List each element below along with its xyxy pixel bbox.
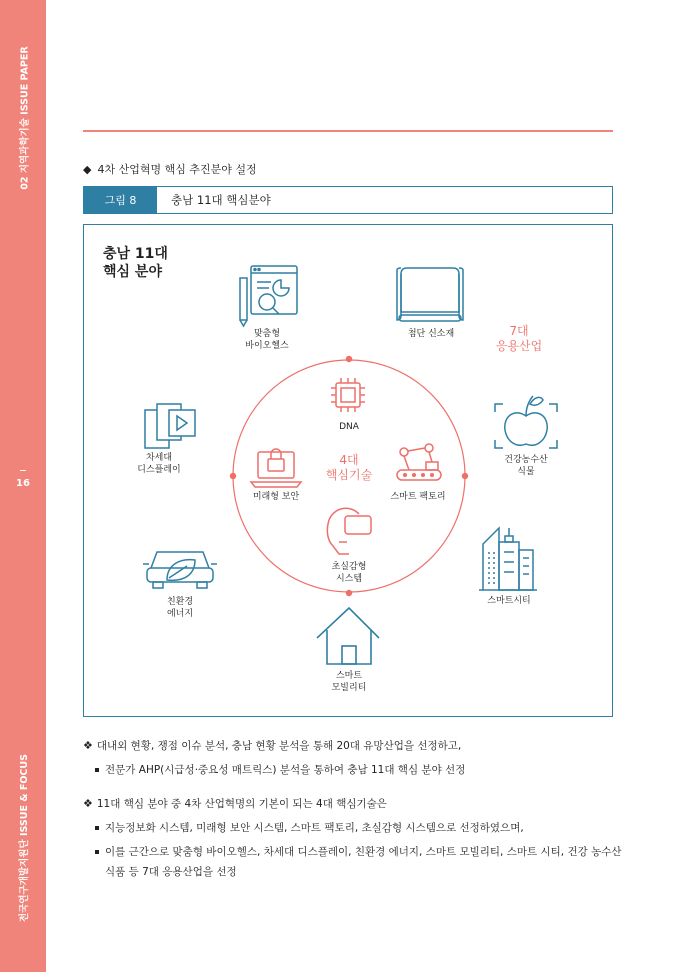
robot-arm-icon	[397, 444, 441, 480]
outer-item-advanced-material-label: 첨단 신소재	[407, 329, 455, 339]
square-bullet-icon	[95, 850, 99, 854]
house-icon	[317, 608, 379, 664]
sidebar-publisher-title: 전국연구개발지원단 ISSUE & FOCUS	[18, 754, 30, 922]
circle-dot-left	[230, 473, 236, 479]
eco-car-icon	[143, 552, 217, 588]
sidebar	[0, 0, 46, 972]
core-item-immersive-system-label: 초실감형 시스템	[331, 562, 367, 584]
display-icon	[145, 404, 195, 448]
circle-dot-top	[346, 356, 352, 362]
figure-caption-bar	[83, 186, 613, 214]
note-subitem-text: 이를 근간으로 맞춤형 바이오헬스, 차세대 디스플레이, 친환경 에너지, 스마트 모빌리티, 스마트 시티, 건강 농수산식품 등 7대 응용산업을 선정	[105, 846, 622, 878]
outer-item-smart-mobility-label: 스마트 모빌리티	[331, 671, 367, 693]
note-text: 11대 핵심 분야 중 4차 산업혁명의 기본이 되는 4대 핵심기술은	[96, 798, 387, 810]
note-subitem	[83, 818, 623, 838]
core-item-smart-factory-label: 스마트 팩토리	[390, 492, 446, 502]
laptop-lock-icon	[251, 449, 301, 487]
buildings-icon	[479, 528, 537, 590]
top-divider	[83, 130, 613, 132]
clover-bullet-icon: ❖	[83, 797, 93, 810]
summary-notes	[83, 738, 623, 882]
material-roll-icon	[397, 268, 463, 321]
core-technology-label: 4대 핵심기술	[325, 453, 373, 482]
chip-icon	[331, 378, 365, 412]
diamond-bullet-icon: ◆	[83, 162, 92, 176]
square-bullet-icon	[95, 826, 99, 830]
diagram-title-line-1: 충남 11대	[103, 246, 168, 262]
sidebar-series-title: 02 지역과학기술 ISSUE PAPER	[19, 46, 31, 190]
note-item	[83, 738, 623, 754]
section-heading-text: 4차 산업혁명 핵심 추진분야 설정	[97, 163, 257, 176]
circle-dot-bottom	[346, 590, 352, 596]
note-subitem	[83, 842, 623, 882]
applied-industry-label: 7대 응용산업	[495, 324, 543, 353]
diagram-title-line-2: 핵심 분야	[103, 264, 162, 280]
note-subitem	[83, 760, 623, 780]
page-number: 16	[16, 478, 30, 489]
figure-number: 그림 8	[84, 187, 157, 213]
vr-headset-icon	[327, 508, 371, 554]
note-item	[83, 796, 623, 812]
outer-item-agrifood-label: 건강농수산 식물	[504, 455, 548, 477]
core-item-future-security-label: 미래형 보안	[252, 492, 300, 502]
figure-title: 충남 11대 핵심분야	[171, 193, 271, 207]
note-text: 대내외 현황, 쟁점 이슈 분석, 충남 현황 분석을 통해 20대 유망산업을 선정하고,	[96, 740, 462, 752]
note-subitem-text: 전문가 AHP(시급성·중요성 매트릭스) 분석을 통하여 충남 11대 핵심 분야 선정	[105, 764, 466, 776]
outer-item-display-label: 차세대 디스플레이	[137, 453, 181, 475]
diagram-title	[103, 245, 168, 281]
page-number-tick	[20, 470, 26, 471]
section-heading	[83, 161, 257, 177]
clover-bullet-icon: ❖	[83, 739, 93, 752]
outer-item-biohealth-label: 맞춤형 바이오헬스	[245, 329, 289, 351]
note-subitem-text: 지능정보화 시스템, 미래형 보안 시스템, 스마트 팩토리, 초실감형 시스템으로 선정하였으며,	[105, 822, 524, 834]
square-bullet-icon	[95, 768, 99, 772]
outer-item-eco-energy-label: 친환경 에너지	[166, 597, 194, 619]
apple-icon	[495, 396, 557, 448]
core-item-dna-label: DNA	[339, 422, 359, 432]
circle-dot-right	[462, 473, 468, 479]
report-chart-icon	[240, 266, 297, 326]
outer-item-smart-city-label: 스마트시티	[487, 596, 531, 606]
